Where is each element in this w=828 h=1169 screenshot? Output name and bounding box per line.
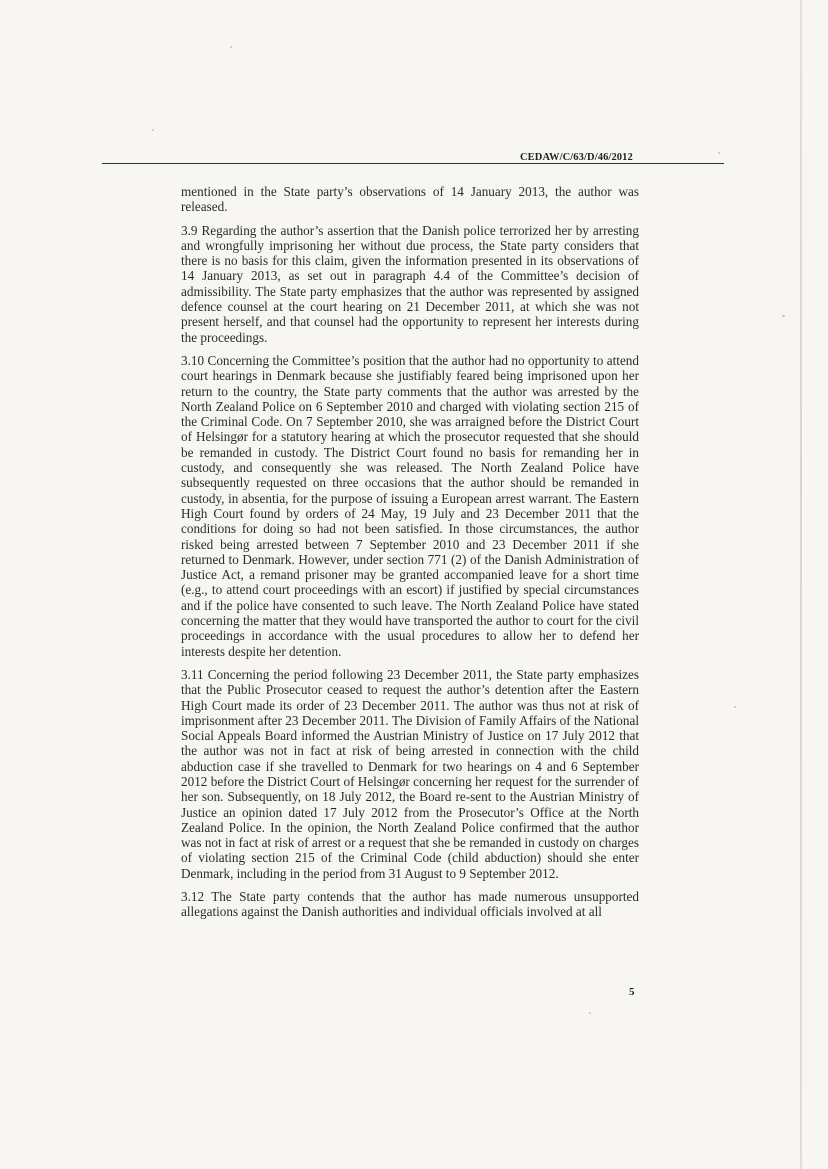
scan-speck	[152, 129, 154, 131]
scan-speck	[718, 152, 720, 154]
header-rule	[102, 163, 724, 164]
paragraph-3-10: 3.10 Concerning the Committee’s position that the author had no opportunity to attend court hearings in Denmark because she justifiably feared being imprisoned upon her return to the country, the State party comments that the author was arrested by the North Zealand Police on 6 September 2010 and charged with violating section 215 of the Criminal Code. On 7 September 2010, she was arraigned before the District Court of Helsingør for a statutory hearing at which the prosecutor requested that she should be remanded in custody. The District Court found no basis for remanding her in custody, and consequently she was released. The North Zealand Police have subsequently requested on three occasions that the author should be remanded in custody, in absentia, for the purpose of issuing a European arrest warrant. The Eastern High Court found by orders of 24 May, 19 July and 23 December 2011 that the conditions for doing so had not been satisfied. In those circumstances, the author risked being arrested between 7 September 2010 and 23 December 2011 if she returned to Denmark. However, under section 771 (2) of the Danish Administration of Justice Act, a remand prisoner may be granted accompanied leave for a short time (e.g., to attend court proceedings with an escort) if justified by special circumstances and if the police have consented to such leave. The North Zealand Police have stated concerning the matter that they would have transported the author to court for the civil proceedings in accordance with the usual procedures to allow her to defend her interests despite her detention.	[181, 352, 639, 659]
document-symbol: CEDAW/C/63/D/46/2012	[520, 152, 633, 163]
scan-speck	[734, 706, 736, 708]
scan-edge	[800, 0, 802, 1169]
paragraph-3-11: 3.11 Concerning the period following 23 December 2011, the State party emphasizes that the Public Prosecutor ceased to request the author’s detention after the Eastern High Court made its order of 23 December 2011. The author was thus not at risk of imprisonment after 23 December 2011. The Division of Family Affairs of the National Social Appeals Board informed the Austrian Ministry of Justice on 17 July 2012 that the author was not in fact at risk of being arrested in connection with the child abduction case if she travelled to Denmark for two hearings on 4 and 6 September 2012 before the District Court of Helsingør concerning her request for the surrender of her son. Subsequently, on 18 July 2012, the Board re-sent to the Austrian Ministry of Justice an opinion dated 17 July 2012 from the Prosecutor’s Office at the North Zealand Police. In the opinion, the North Zealand Police confirmed that the author was not in fact at risk of arrest or a request that she be remanded in custody on charges of violating section 215 of the Criminal Code (child abduction) should she enter Denmark, including in the period from 31 August to 9 September 2012.	[181, 666, 639, 881]
paragraph-continuation: mentioned in the State party’s observations of 14 January 2013, the author was released.	[181, 184, 639, 215]
scan-speck	[230, 46, 232, 48]
paragraph-3-9: 3.9 Regarding the author’s assertion that the Danish police terrorized her by arresting and wrongfully imprisoning her without due process, the State party considers that there is no basis for this claim, given the information presented in its observations of 14 January 2013, as set out in paragraph 4.4 of the Committee’s decision of admissibility. The State party emphasizes that the author was represented by assigned defence counsel at the court hearing on 21 December 2011, at which she was not present herself, and that counsel had the opportunity to represent her interests during the proceedings.	[181, 222, 639, 345]
body-text	[181, 184, 639, 928]
paragraph-3-12: 3.12 The State party contends that the author has made numerous unsupported allegations against the Danish authorities and individual officials involved at all	[181, 889, 639, 920]
scan-speck	[589, 1012, 591, 1014]
page-number: 5	[629, 986, 635, 998]
scan-speck	[782, 315, 785, 317]
